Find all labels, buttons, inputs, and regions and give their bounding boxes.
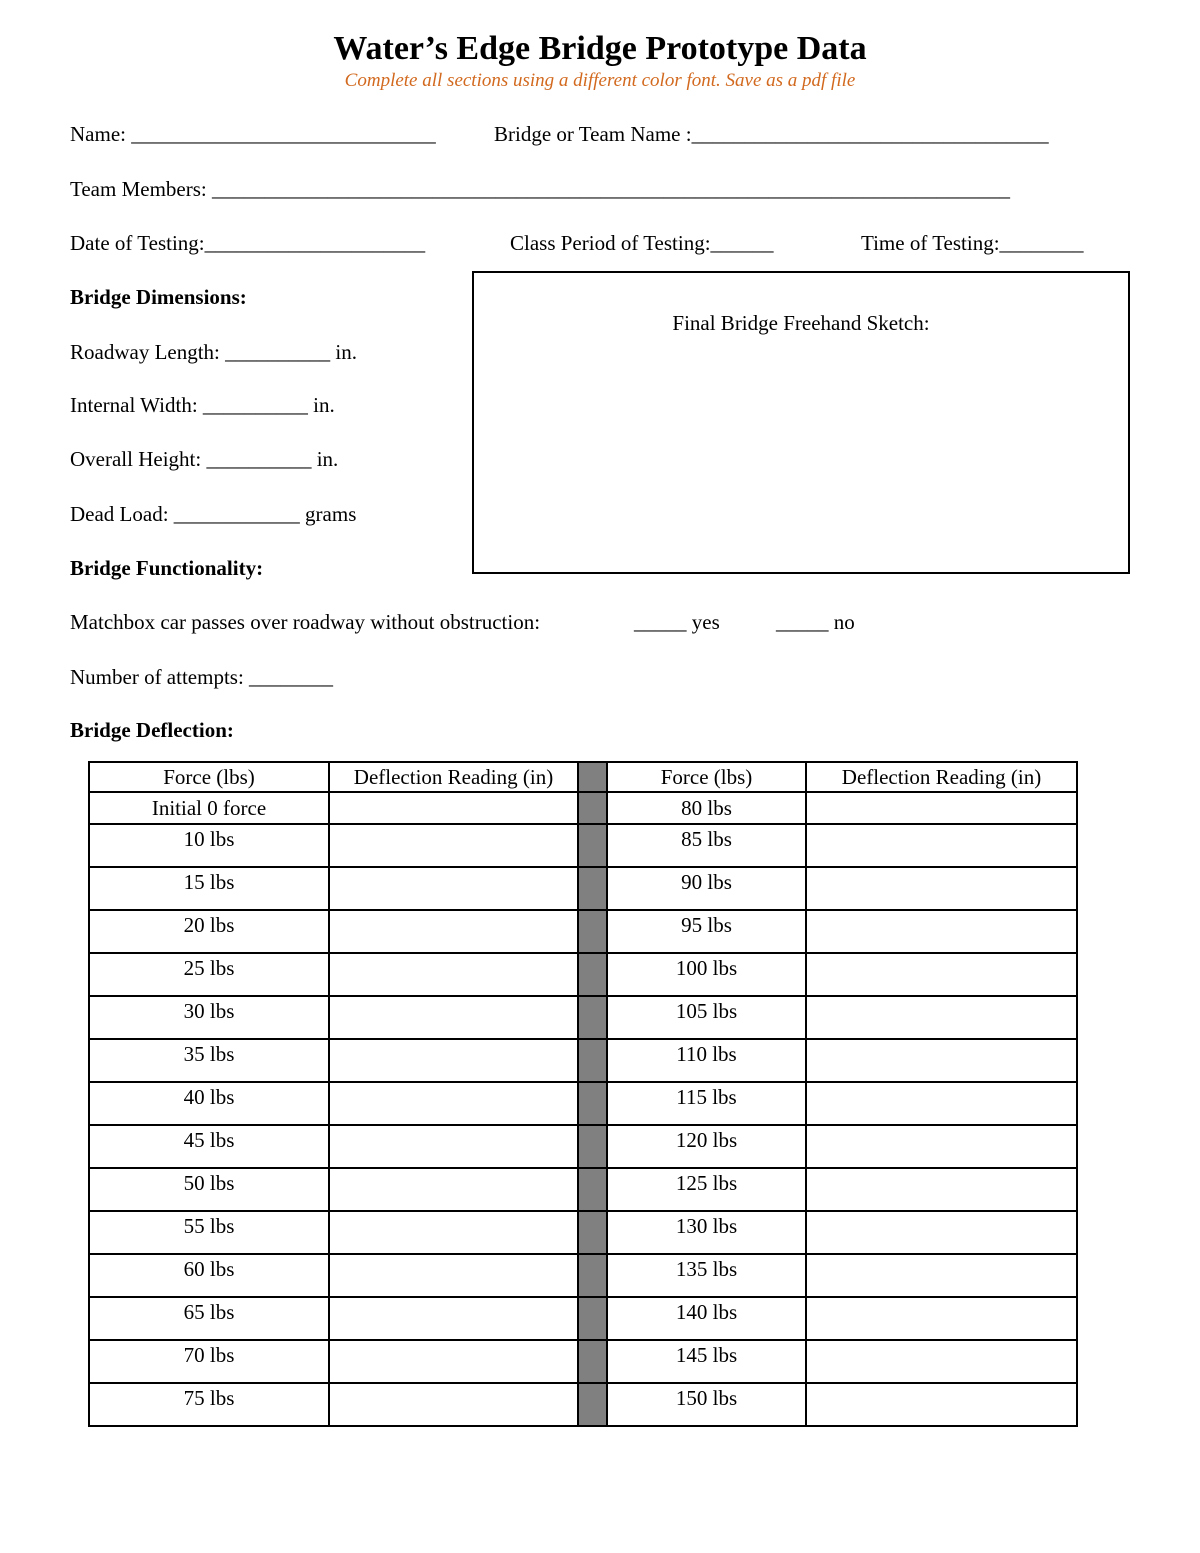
divider-cell (578, 792, 607, 824)
reading-right-input[interactable] (806, 910, 1077, 953)
reading-right-input[interactable] (806, 1082, 1077, 1125)
table-row (89, 1211, 1077, 1254)
table-row (89, 953, 1077, 996)
reading-left-input[interactable] (329, 996, 578, 1039)
reading-right-input[interactable] (806, 1211, 1077, 1254)
table-row (89, 792, 1077, 824)
deflection-table (88, 761, 1078, 1427)
force-left-cell: 70 lbs (89, 1340, 329, 1383)
reading-right-input[interactable] (806, 1168, 1077, 1211)
force-right-cell: 85 lbs (607, 824, 806, 867)
force-right-cell: 95 lbs (607, 910, 806, 953)
bridge-team-name-field[interactable]: Bridge or Team Name :__________________________________ (494, 122, 1049, 146)
table-row (89, 1082, 1077, 1125)
force-left-cell: 55 lbs (89, 1211, 329, 1254)
reading-left-input[interactable] (329, 792, 578, 824)
force-left-cell: 75 lbs (89, 1383, 329, 1426)
force-right-cell: 150 lbs (607, 1383, 806, 1426)
page-title: Water’s Edge Bridge Prototype Data (333, 30, 867, 67)
overall-height-field[interactable]: Overall Height: __________ in. (70, 447, 339, 471)
force-right-cell: 135 lbs (607, 1254, 806, 1297)
table-row (89, 1383, 1077, 1426)
table-row (89, 824, 1077, 867)
force-left-cell: Initial 0 force (89, 792, 329, 824)
reading-left-input[interactable] (329, 1125, 578, 1168)
yes-option-field[interactable]: _____ yes (634, 610, 720, 634)
reading-right-input[interactable] (806, 953, 1077, 996)
force-right-cell: 140 lbs (607, 1297, 806, 1340)
reading-right-input[interactable] (806, 867, 1077, 910)
divider-cell (578, 1039, 607, 1082)
force-right-cell: 120 lbs (607, 1125, 806, 1168)
reading-left-input[interactable] (329, 1254, 578, 1297)
force-left-cell: 30 lbs (89, 996, 329, 1039)
table-row (89, 867, 1077, 910)
sketch-box[interactable] (472, 271, 1130, 574)
header-force-right: Force (lbs) (607, 762, 806, 792)
reading-left-input[interactable] (329, 910, 578, 953)
reading-right-input[interactable] (806, 1383, 1077, 1426)
reading-right-input[interactable] (806, 996, 1077, 1039)
sketch-label: Final Bridge Freehand Sketch: (672, 311, 930, 335)
force-left-cell: 50 lbs (89, 1168, 329, 1211)
force-left-cell: 60 lbs (89, 1254, 329, 1297)
time-of-testing-field[interactable]: Time of Testing:________ (861, 231, 1084, 255)
table-row (89, 1254, 1077, 1297)
table-row (89, 1039, 1077, 1082)
divider-cell (578, 1340, 607, 1383)
reading-left-input[interactable] (329, 1039, 578, 1082)
divider-cell (578, 1211, 607, 1254)
team-members-field[interactable]: Team Members: ____________________________________________________________________________ (70, 177, 1010, 201)
reading-left-input[interactable] (329, 1082, 578, 1125)
force-right-cell: 130 lbs (607, 1211, 806, 1254)
bridge-dimensions-heading: Bridge Dimensions: (70, 285, 247, 309)
force-right-cell: 110 lbs (607, 1039, 806, 1082)
bridge-functionality-heading: Bridge Functionality: (70, 556, 264, 580)
page-subtitle: Complete all sections using a different color font. Save as a pdf file (344, 70, 856, 91)
reading-left-input[interactable] (329, 867, 578, 910)
matchbox-question: Matchbox car passes over roadway without obstruction: (70, 610, 541, 634)
divider-cell (578, 1297, 607, 1340)
table-row (89, 910, 1077, 953)
reading-left-input[interactable] (329, 1168, 578, 1211)
reading-right-input[interactable] (806, 792, 1077, 824)
force-left-cell: 25 lbs (89, 953, 329, 996)
force-left-cell: 10 lbs (89, 824, 329, 867)
force-right-cell: 115 lbs (607, 1082, 806, 1125)
reading-left-input[interactable] (329, 1383, 578, 1426)
reading-left-input[interactable] (329, 1297, 578, 1340)
reading-left-input[interactable] (329, 1340, 578, 1383)
reading-right-input[interactable] (806, 1340, 1077, 1383)
table-row (89, 1125, 1077, 1168)
table-header-row (89, 762, 1077, 792)
force-right-cell: 100 lbs (607, 953, 806, 996)
name-field[interactable]: Name: _____________________________ (70, 122, 436, 146)
date-of-testing-field[interactable]: Date of Testing:_____________________ (70, 231, 426, 255)
force-right-cell: 90 lbs (607, 867, 806, 910)
force-right-cell: 105 lbs (607, 996, 806, 1039)
reading-left-input[interactable] (329, 953, 578, 996)
reading-right-input[interactable] (806, 1297, 1077, 1340)
reading-left-input[interactable] (329, 824, 578, 867)
no-option-field[interactable]: _____ no (776, 610, 855, 634)
header-force-left: Force (lbs) (89, 762, 329, 792)
divider-cell (578, 1254, 607, 1297)
reading-right-input[interactable] (806, 1039, 1077, 1082)
header-reading-right: Deflection Reading (in) (806, 762, 1077, 792)
class-period-field[interactable]: Class Period of Testing:______ (510, 231, 774, 255)
divider-cell (578, 1383, 607, 1426)
reading-right-input[interactable] (806, 1125, 1077, 1168)
reading-left-input[interactable] (329, 1211, 578, 1254)
force-right-cell: 145 lbs (607, 1340, 806, 1383)
divider-cell (578, 824, 607, 867)
force-left-cell: 65 lbs (89, 1297, 329, 1340)
header-reading-left: Deflection Reading (in) (329, 762, 578, 792)
table-row (89, 996, 1077, 1039)
table-row (89, 1297, 1077, 1340)
internal-width-field[interactable]: Internal Width: __________ in. (70, 393, 335, 417)
divider-cell (578, 910, 607, 953)
divider-cell (578, 1168, 607, 1211)
force-left-cell: 15 lbs (89, 867, 329, 910)
table-row (89, 1168, 1077, 1211)
number-of-attempts-field[interactable]: Number of attempts: ________ (70, 665, 334, 689)
bridge-deflection-heading: Bridge Deflection: (70, 718, 234, 742)
divider-cell (578, 1125, 607, 1168)
divider-column (578, 762, 607, 792)
force-right-cell: 125 lbs (607, 1168, 806, 1211)
dead-load-field[interactable]: Dead Load: ____________ grams (70, 502, 357, 526)
reading-right-input[interactable] (806, 824, 1077, 867)
force-left-cell: 35 lbs (89, 1039, 329, 1082)
roadway-length-field[interactable]: Roadway Length: __________ in. (70, 340, 357, 364)
force-left-cell: 45 lbs (89, 1125, 329, 1168)
divider-cell (578, 867, 607, 910)
divider-cell (578, 1082, 607, 1125)
reading-right-input[interactable] (806, 1254, 1077, 1297)
divider-cell (578, 953, 607, 996)
divider-cell (578, 996, 607, 1039)
force-left-cell: 20 lbs (89, 910, 329, 953)
force-right-cell: 80 lbs (607, 792, 806, 824)
force-left-cell: 40 lbs (89, 1082, 329, 1125)
table-row (89, 1340, 1077, 1383)
